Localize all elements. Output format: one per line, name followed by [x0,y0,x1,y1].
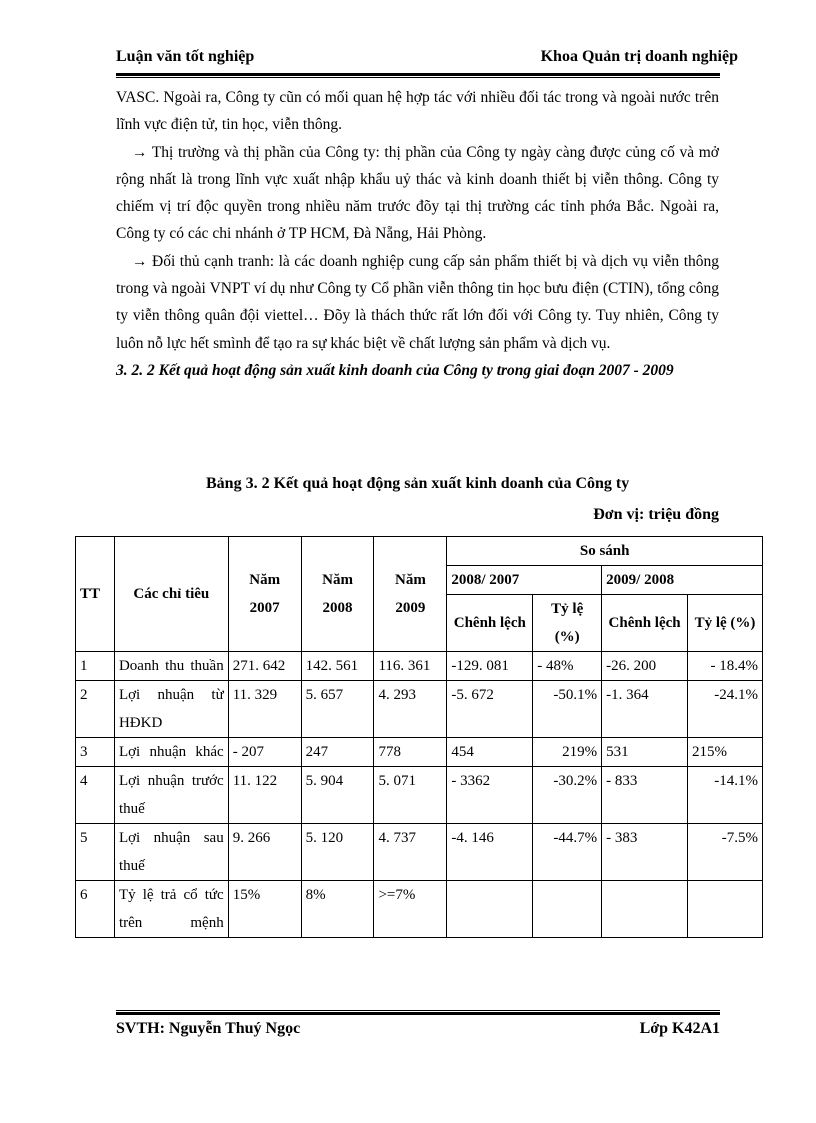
cell-tt: 4 [76,767,115,824]
header-ty-le-2: Tỷ lệ (%) [688,595,763,652]
cell-2008: 142. 561 [301,652,374,681]
cell-2007: 15% [228,881,301,938]
cell-tt: 6 [76,881,115,938]
cell-2009: 4. 737 [374,824,447,881]
cell-diff-1: 454 [447,738,533,767]
cell-2009: >=7% [374,881,447,938]
cell-2008: 5. 657 [301,681,374,738]
table-unit: Đơn vị: triệu đồng [593,506,719,523]
cell-diff-2: - 383 [602,824,688,881]
cell-name: Lợi nhuận từ HĐKD [114,681,228,738]
paragraph-competitors: → Đối thủ cạnh tranh: là các doanh nghiệp cung cấp sản phẩm thiết bị và dịch vụ viễn thông trong và ngoài VNPT ví dụ như Công ty Cổ phần viễn thông tin học bưu điện (CTIN), tổng công ty viễn thông quân đội viettel… Đõy là thách thức rất lớn đối với Công ty. Tuy nhiên, Công ty luôn nỗ lực hết smình để tạo ra sự khác biệt về chất lượng sản phẩm và dịch vụ. [116,252,719,352]
cell-diff-2: - 833 [602,767,688,824]
cell-diff-2: -1. 364 [602,681,688,738]
cell-diff-1 [447,881,533,938]
cell-pct-2: -7.5% [688,824,763,881]
cell-2007: 9. 266 [228,824,301,881]
cell-2008: 5. 904 [301,767,374,824]
body-text [116,84,719,384]
cell-pct-2: -24.1% [688,681,763,738]
cell-pct-2 [688,881,763,938]
paragraph-market-share: → Thị trường và thị phần của Công ty: thị phần của Công ty ngày càng được củng cố và mở rộng nhất là trong lĩnh vực xuất nhập khẩu uỷ thác và kinh doanh thiết bị viễn thông. Công ty chiếm vị trí độc quyền trong nhiều năm trước đõy tại thị trường các tỉnh phớa Bắc. Ngoài ra, Công ty có các chi nhánh ở TP HCM, Đà Nẵng, Hải Phòng. [116,143,719,243]
header-chitieu: Các chỉ tiêu [114,537,228,652]
table-header-row [76,537,763,566]
cell-2007: 11. 329 [228,681,301,738]
cell-2009: 116. 361 [374,652,447,681]
footer-student: SVTH: Nguyễn Thuý Ngọc [116,1020,301,1037]
header-2007: Năm 2007 [228,537,301,652]
cell-pct-1: 219% [533,738,602,767]
page-footer [116,1020,720,1038]
results-table [75,536,763,938]
footer-rule [116,1010,720,1015]
table-row [76,767,763,824]
header-chenh-lech-1: Chênh lệch [447,595,533,652]
cell-diff-1: -129. 081 [447,652,533,681]
cell-2009: 5. 071 [374,767,447,824]
header-sosanh: So sánh [447,537,763,566]
cell-2007: - 207 [228,738,301,767]
cell-tt: 5 [76,824,115,881]
footer-class: Lớp K42A1 [639,1020,720,1037]
header-2009: Năm 2009 [374,537,447,652]
header-thesis-label: Luận văn tốt nghiệp [116,48,255,65]
header-period-2: 2009/ 2008 [602,566,763,595]
cell-pct-1: - 48% [533,652,602,681]
header-faculty-label: Khoa Quản trị doanh nghiệp [540,48,738,65]
cell-pct-1 [533,881,602,938]
cell-name: Tỷ lệ trả cổ tức trên mệnh [114,881,228,938]
cell-2009: 4. 293 [374,681,447,738]
cell-diff-1: -4. 146 [447,824,533,881]
header-period-1: 2008/ 2007 [447,566,602,595]
cell-2008: 5. 120 [301,824,374,881]
cell-pct-1: -30.2% [533,767,602,824]
cell-pct-2: 215% [688,738,763,767]
cell-tt: 2 [76,681,115,738]
cell-pct-2: - 18.4% [688,652,763,681]
header-ty-le-1: Tỷ lệ (%) [533,595,602,652]
page-header [116,48,738,66]
cell-2007: 11. 122 [228,767,301,824]
section-heading: 3. 2. 2 Kết quả hoạt động sản xuất kinh doanh của Công ty trong giai đoạn 2007 - 2009 [116,361,674,379]
cell-diff-1: -5. 672 [447,681,533,738]
paragraph-partners: VASC. Ngoài ra, Công ty cũn có mối quan hệ hợp tác với nhiều đối tác trong và ngoài nước trên lĩnh vực điện tử, tin học, viễn thông. [116,89,719,134]
cell-tt: 1 [76,652,115,681]
header-2008: Năm 2008 [301,537,374,652]
cell-name: Lợi nhuận khác [114,738,228,767]
cell-name: Doanh thu thuần [114,652,228,681]
header-rule [116,73,720,78]
cell-diff-2: 531 [602,738,688,767]
header-tt: TT [76,537,115,652]
cell-pct-1: -50.1% [533,681,602,738]
cell-2009: 778 [374,738,447,767]
table-row [76,652,763,681]
header-chenh-lech-2: Chênh lệch [602,595,688,652]
cell-pct-1: -44.7% [533,824,602,881]
cell-diff-2: -26. 200 [602,652,688,681]
cell-diff-1: - 3362 [447,767,533,824]
cell-name: Lợi nhuận sau thuế [114,824,228,881]
table-row [76,738,763,767]
table-row [76,881,763,938]
table-row [76,681,763,738]
cell-pct-2: -14.1% [688,767,763,824]
cell-2008: 8% [301,881,374,938]
cell-name: Lợi nhuận trước thuế [114,767,228,824]
table-row [76,824,763,881]
table-caption: Bảng 3. 2 Kết quả hoạt động sản xuất kinh doanh của Công ty [206,475,630,492]
cell-2007: 271. 642 [228,652,301,681]
cell-tt: 3 [76,738,115,767]
cell-2008: 247 [301,738,374,767]
cell-diff-2 [602,881,688,938]
